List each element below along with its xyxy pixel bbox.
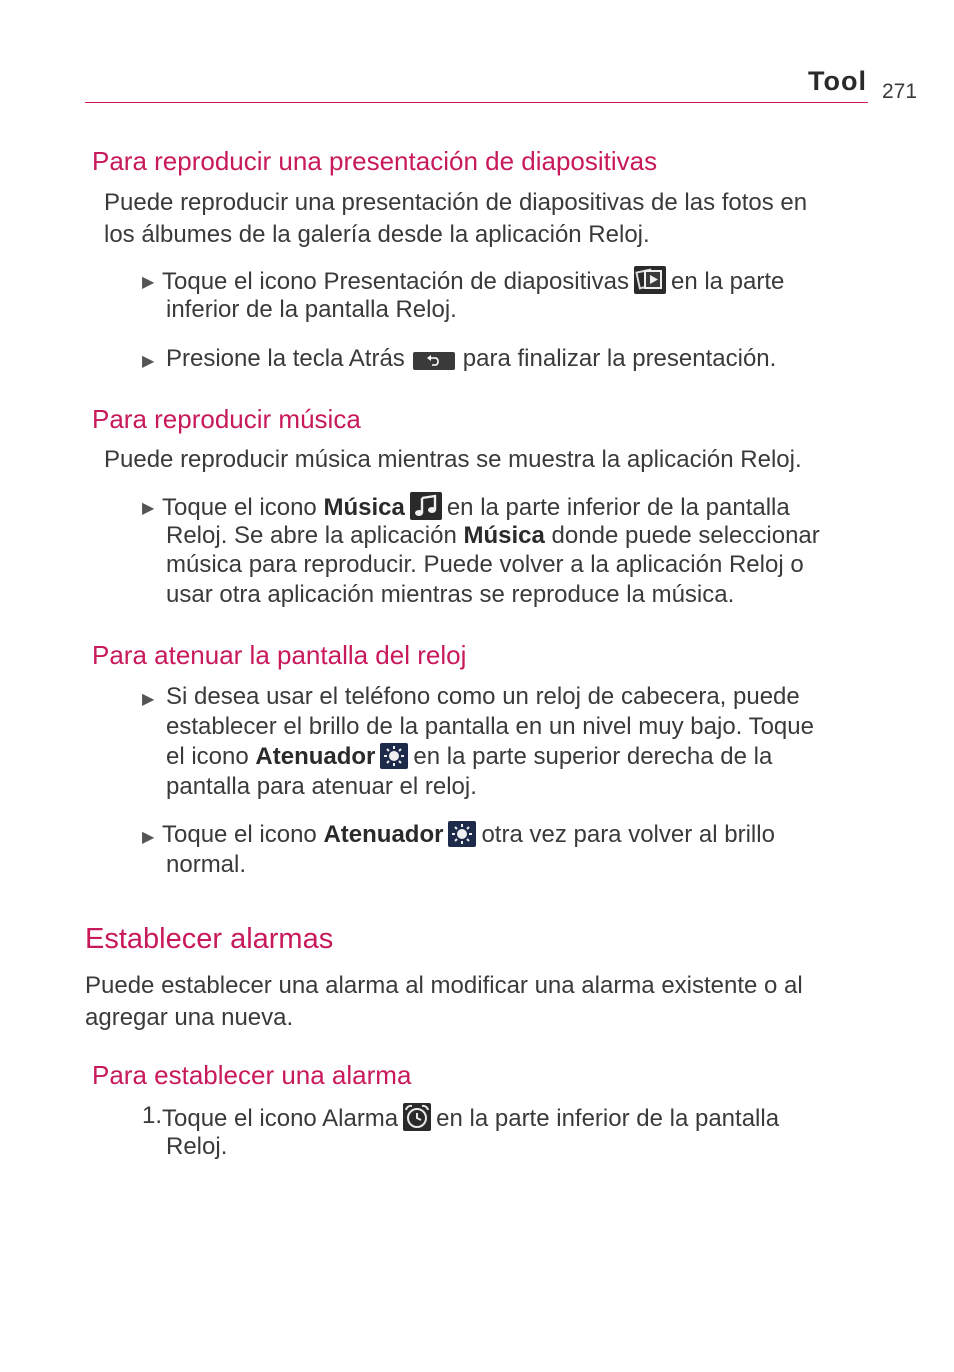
dim-step-2-line-2: normal. [166, 851, 247, 878]
text: el icono [166, 743, 256, 770]
set-alarm-heading: Para establecer una alarma [92, 1060, 412, 1090]
music-step-1-line-2 [166, 521, 820, 551]
bold-text: Atenuador [323, 821, 444, 848]
dim-step-2-line-1 [162, 820, 775, 856]
bold-text: Música [463, 522, 545, 549]
dimmer-icon [447, 820, 477, 856]
slideshow-heading: Para reproducir una presentación de diapositivas [92, 146, 658, 176]
alarm-step-1-line-2: Reloj. [166, 1133, 228, 1160]
slideshow-intro-line-2: los álbumes de la galería desde la aplicación Reloj. [104, 221, 650, 248]
text: Toque el icono [162, 821, 324, 848]
bullet-marker: ▶ [142, 353, 155, 370]
section-title: Tool [808, 66, 867, 96]
bullet-marker: ▶ [142, 500, 155, 517]
music-intro: Puede reproducir música mientras se muestra la aplicación Reloj. [104, 446, 802, 473]
slideshow-step-2 [166, 344, 776, 378]
music-step-1-line-4: usar otra aplicación mientras se reproduce la música. [166, 581, 735, 608]
text: en la parte [670, 268, 785, 295]
alarms-intro-line-2: agregar una nueva. [85, 1004, 294, 1031]
slideshow-icon [633, 265, 667, 303]
text: Toque el icono [162, 494, 324, 521]
dim-step-1-line-4: pantalla para atenuar el reloj. [166, 773, 477, 800]
dim-step-1-line-2: establecer el brillo de la pantalla en un nivel muy bajo. Toque [166, 713, 814, 740]
text: Toque el icono Alarma [162, 1105, 399, 1132]
music-heading: Para reproducir música [92, 404, 361, 434]
page-number: 271 [882, 80, 918, 103]
step-number: 1. [142, 1102, 163, 1129]
header-rule [85, 102, 868, 103]
bold-text: Atenuador [255, 743, 376, 770]
text: Presione la tecla Atrás [166, 345, 405, 372]
text: Toque el icono Presentación de diapositivas [162, 268, 629, 295]
text: en la parte inferior de la pantalla [436, 1105, 780, 1132]
bullet-marker: ▶ [142, 274, 155, 291]
slideshow-intro-line-1: Puede reproducir una presentación de diapositivas de las fotos en [104, 189, 808, 216]
alarm-icon [402, 1102, 432, 1140]
alarm-step-1-line-1 [162, 1102, 779, 1140]
slideshow-step-1-line-2: inferior de la pantalla Reloj. [166, 296, 457, 323]
music-step-1-line-3: música para reproducir. Puede volver a la aplicación Reloj o [166, 551, 804, 578]
back-key-icon [413, 348, 455, 378]
text: para finalizar la presentación. [462, 345, 777, 372]
text: donde puede seleccionar [544, 522, 820, 549]
dim-step-1-line-1: Si desea usar el teléfono como un reloj de cabecera, puede [166, 683, 800, 710]
bullet-marker: ▶ [142, 691, 155, 708]
dim-heading: Para atenuar la pantalla del reloj [92, 640, 467, 670]
text: en la parte inferior de la pantalla [446, 494, 790, 521]
text: en la parte superior derecha de la [413, 743, 773, 770]
alarms-intro-line-1: Puede establecer una alarma al modificar una alarma existente o al [85, 972, 803, 999]
bullet-marker: ▶ [142, 829, 155, 846]
text: otra vez para volver al brillo [481, 821, 775, 848]
alarms-heading: Establecer alarmas [85, 923, 334, 955]
bold-text: Música [323, 494, 405, 521]
text: Reloj. Se abre la aplicación [166, 522, 464, 549]
